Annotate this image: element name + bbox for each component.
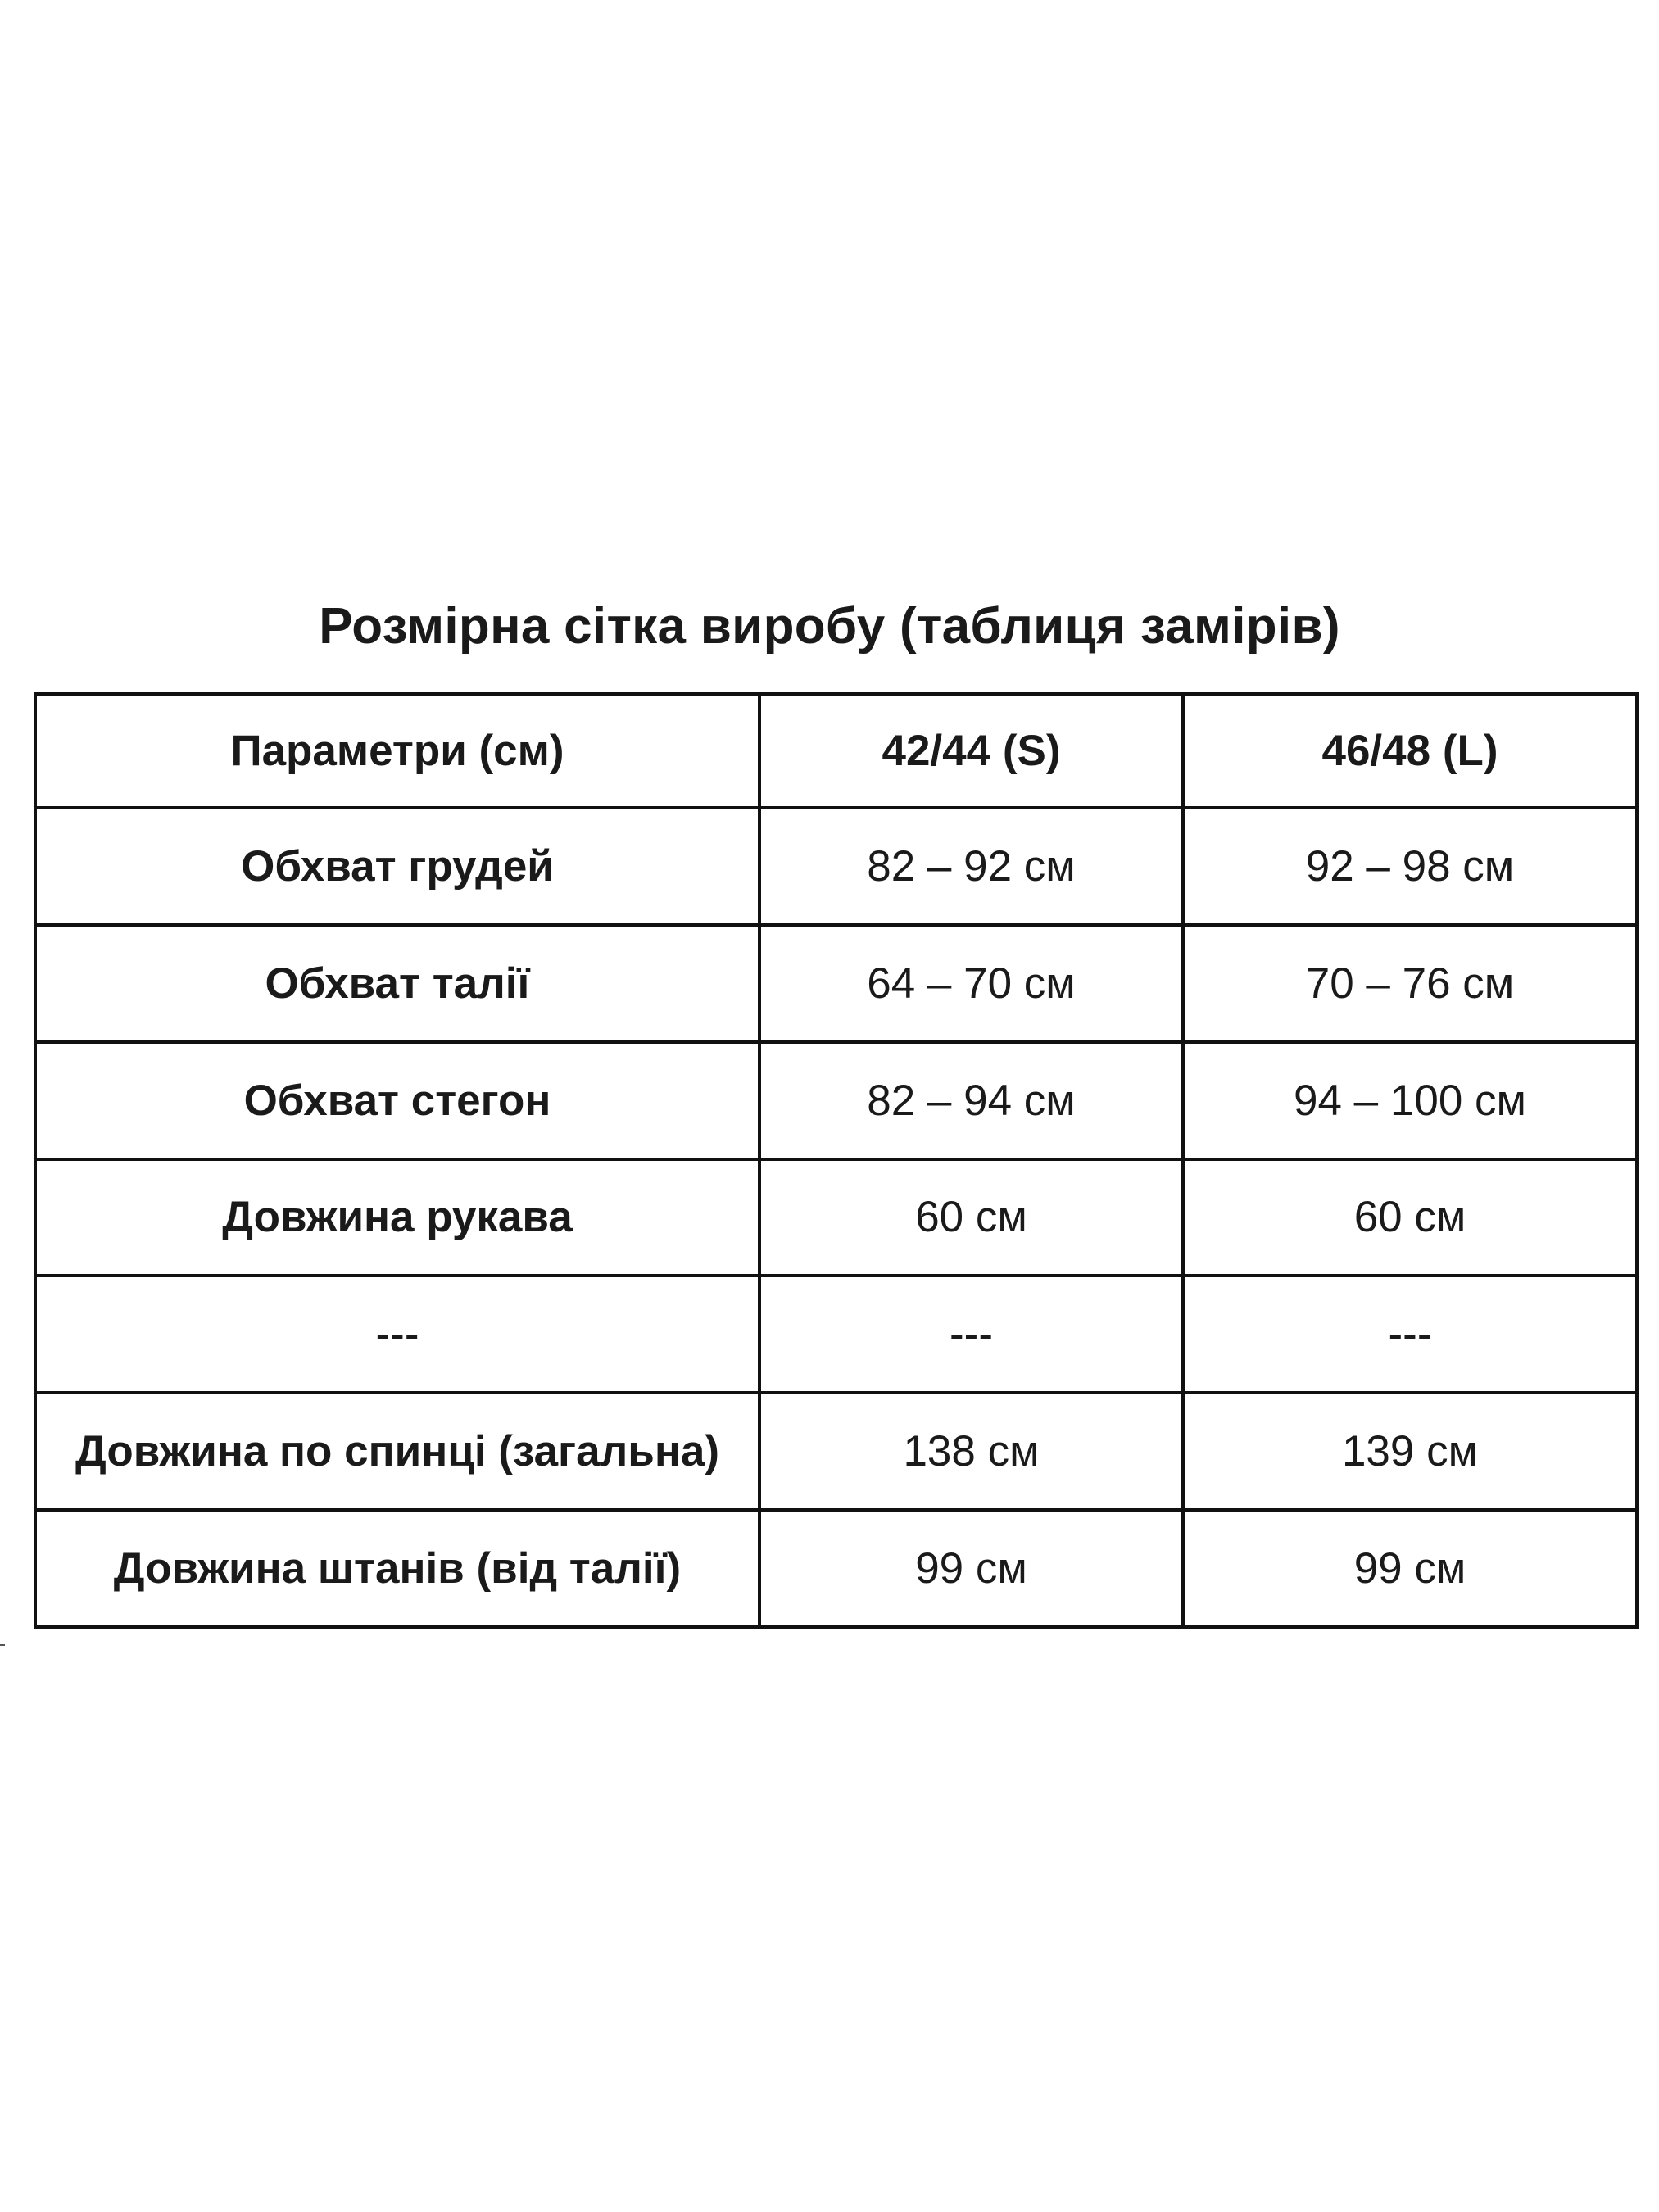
edge-mark (0, 1644, 5, 1646)
row-label: Довжина по спинці (загальна) (35, 1393, 759, 1510)
cell-size-l: 99 см (1183, 1510, 1637, 1627)
page-title: Розмірна сітка виробу (таблиця замірів) (319, 598, 1340, 655)
cell-size-l: 92 – 98 см (1183, 808, 1637, 925)
cell-size-s: --- (759, 1276, 1183, 1393)
table-row (35, 1159, 1637, 1276)
row-label: --- (35, 1276, 759, 1393)
cell-size-l: 94 – 100 см (1183, 1042, 1637, 1159)
cell-size-l: --- (1183, 1276, 1637, 1393)
cell-size-s: 82 – 92 см (759, 808, 1183, 925)
cell-size-s: 138 см (759, 1393, 1183, 1510)
row-label: Довжина штанів (від талії) (35, 1510, 759, 1627)
row-label: Обхват стегон (35, 1042, 759, 1159)
row-label: Обхват талії (35, 925, 759, 1042)
cell-size-s: 60 см (759, 1159, 1183, 1276)
header-parameters: Параметри (см) (35, 694, 759, 808)
table-header-row (35, 694, 1637, 808)
cell-size-s: 82 – 94 см (759, 1042, 1183, 1159)
size-chart-table (34, 692, 1639, 1629)
table-row (35, 1393, 1637, 1510)
table-row (35, 808, 1637, 925)
table-row (35, 925, 1637, 1042)
cell-size-s: 99 см (759, 1510, 1183, 1627)
table-row (35, 1042, 1637, 1159)
row-label: Довжина рукава (35, 1159, 759, 1276)
row-label: Обхват грудей (35, 808, 759, 925)
table-row (35, 1510, 1637, 1627)
cell-size-l: 70 – 76 см (1183, 925, 1637, 1042)
cell-size-l: 139 см (1183, 1393, 1637, 1510)
cell-size-l: 60 см (1183, 1159, 1637, 1276)
header-size-s: 42/44 (S) (759, 694, 1183, 808)
cell-size-s: 64 – 70 см (759, 925, 1183, 1042)
header-size-l: 46/48 (L) (1183, 694, 1637, 808)
table-row (35, 1276, 1637, 1393)
